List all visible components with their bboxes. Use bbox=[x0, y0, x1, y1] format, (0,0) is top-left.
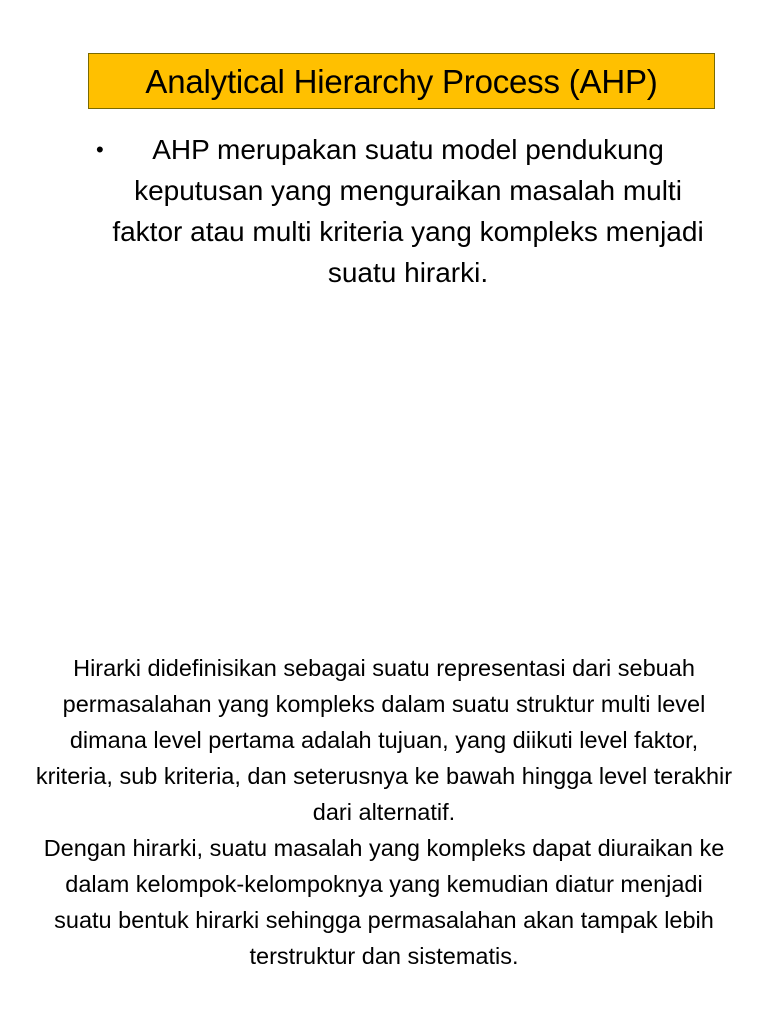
paragraph-hirarki-definition: Hirarki didefinisikan sebagai suatu representasi dari sebuah permasalahan yang kompleks dalam suatu struktur multi level dimana level pertama adalah tujuan, yang diikuti level faktor, kriteria, sub kriteria, dan seterusnya ke bawah hingga level terakhir dari alternatif. bbox=[35, 655, 733, 825]
slide-title: Analytical Hierarchy Process (AHP) bbox=[145, 62, 658, 100]
bullet-dot-icon: • bbox=[96, 137, 104, 162]
paragraph-hirarki-benefit: Dengan hirarki, suatu masalah yang kompleks dapat diuraikan ke dalam kelompok-kelompoknya yang kemudian diatur menjadi suatu bentuk hirarki sehingga permasalahan akan tampak lebih terstruktur dan sistematis. bbox=[43, 835, 725, 969]
bullet-item bbox=[96, 129, 720, 293]
title-box bbox=[88, 53, 715, 109]
body-text-block bbox=[34, 650, 734, 974]
bullet-text: AHP merupakan suatu model pendukung keputusan yang menguraikan masalah multi faktor atau multi kriteria yang kompleks menjadi suatu hirarki. bbox=[112, 134, 704, 288]
